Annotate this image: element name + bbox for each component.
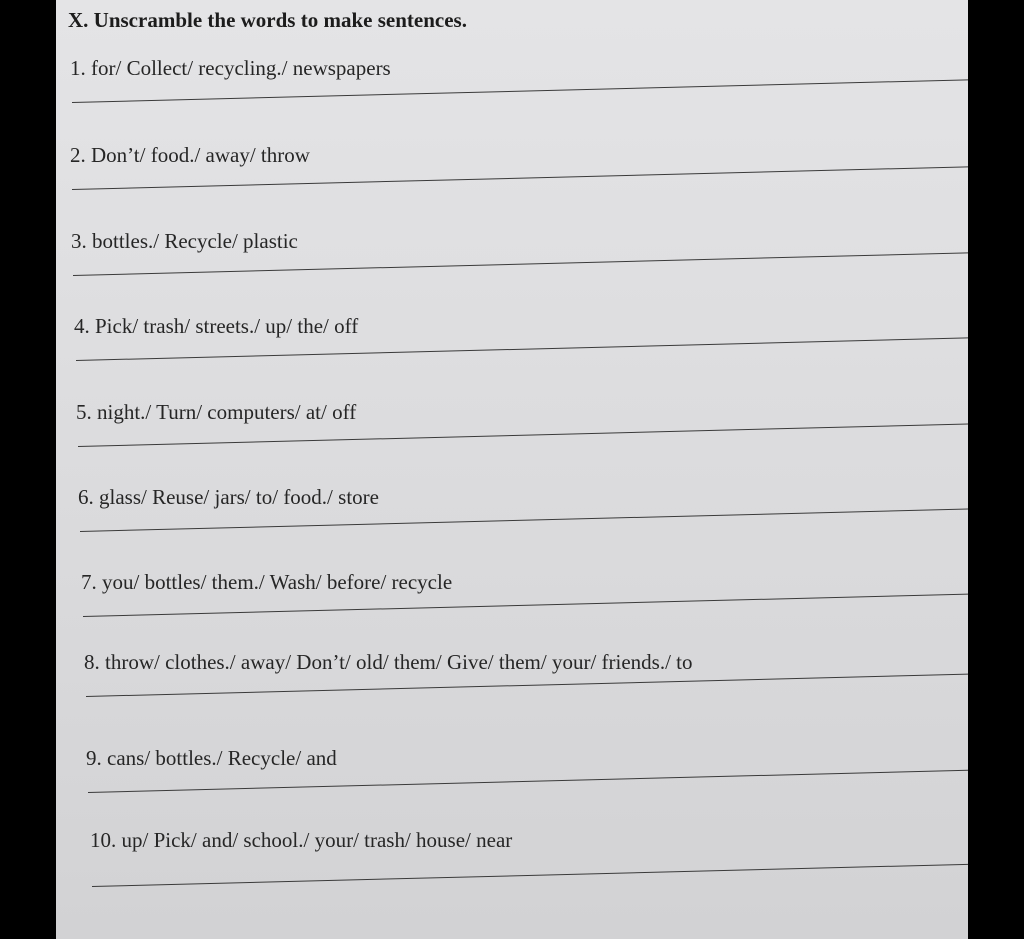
item-words: bottles./ Recycle/ plastic [92, 229, 298, 253]
item-prompt [78, 485, 379, 510]
item-number: 4. [74, 314, 90, 338]
item-number: 2. [70, 143, 86, 167]
answer-line[interactable] [86, 673, 968, 697]
answer-line[interactable] [78, 423, 968, 447]
item-words: up/ Pick/ and/ school./ your/ trash/ house/ near [121, 828, 513, 852]
answer-line[interactable] [72, 166, 968, 190]
item-words: night./ Turn/ computers/ at/ off [97, 400, 357, 424]
answer-line[interactable] [92, 863, 968, 887]
item-number: 9. [86, 746, 102, 770]
item-prompt [84, 650, 693, 675]
item-words: Pick/ trash/ streets./ up/ the/ off [95, 314, 359, 338]
item-words: for/ Collect/ recycling./ newspapers [91, 56, 391, 80]
exercise-item-9 [86, 746, 968, 831]
item-number: 5. [76, 400, 92, 424]
item-words: Don’t/ food./ away/ throw [91, 143, 310, 167]
exercise-item-2 [70, 143, 968, 228]
item-prompt [70, 56, 391, 81]
exercise-item-8 [84, 650, 968, 735]
item-number: 7. [81, 570, 97, 594]
item-prompt [70, 143, 310, 168]
item-number: 3. [71, 229, 87, 253]
answer-line[interactable] [88, 769, 968, 793]
item-number: 10. [90, 828, 117, 852]
item-prompt [81, 570, 452, 595]
exercise-item-10 [90, 828, 968, 913]
item-words: throw/ clothes./ away/ Don’t/ old/ them/ Give/ them/ your/ friends./ to [105, 650, 693, 674]
answer-line[interactable] [73, 252, 968, 276]
worksheet-page [56, 0, 968, 939]
item-words: cans/ bottles./ Recycle/ and [107, 746, 337, 770]
item-prompt [76, 400, 356, 425]
item-words: glass/ Reuse/ jars/ to/ food./ store [99, 485, 379, 509]
exercise-title: X. Unscramble the words to make sentences. [68, 8, 467, 32]
item-prompt [74, 314, 358, 339]
item-prompt [71, 229, 298, 254]
answer-line[interactable] [76, 337, 968, 361]
exercise-item-5 [76, 400, 968, 485]
answer-line[interactable] [80, 508, 968, 532]
item-number: 6. [78, 485, 94, 509]
item-prompt [86, 746, 337, 771]
item-words: you/ bottles/ them./ Wash/ before/ recycle [102, 570, 453, 594]
item-number: 8. [84, 650, 100, 674]
exercise-item-4 [74, 314, 968, 399]
item-number: 1. [70, 56, 86, 80]
item-prompt [90, 828, 512, 853]
answer-line[interactable] [83, 593, 968, 617]
exercise-item-6 [78, 485, 968, 570]
exercise-item-7 [81, 570, 968, 655]
answer-line[interactable] [72, 79, 968, 103]
exercise-item-1 [70, 56, 968, 141]
exercise-item-3 [71, 229, 968, 314]
